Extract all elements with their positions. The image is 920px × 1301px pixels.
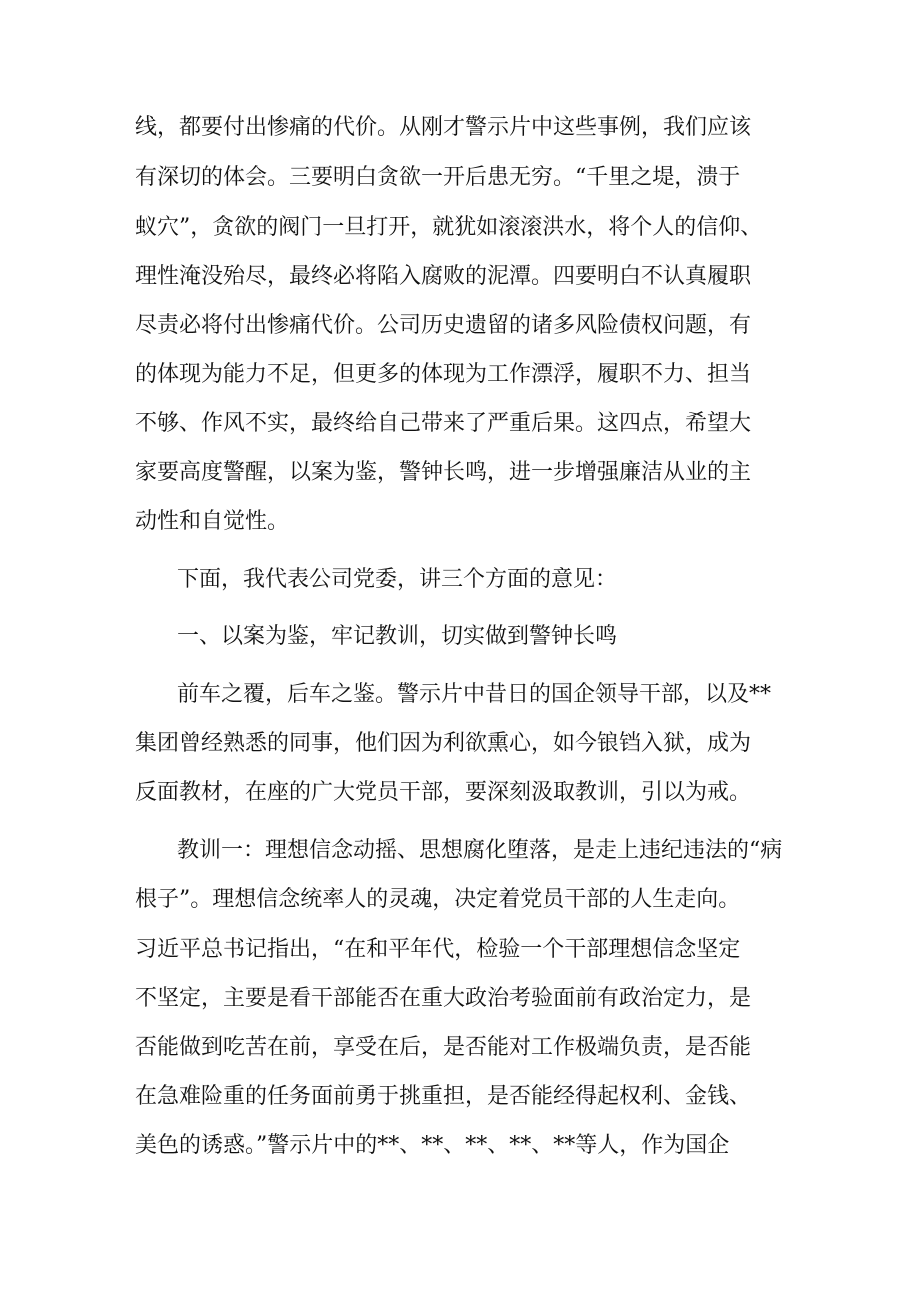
text-line: 不够、作风不实，最终给自己带来了严重后果。这四点，希望大 (135, 411, 752, 436)
text-line: 蚁穴”，贪欲的阀门一旦打开，就犹如滚滚洪水，将个人的信仰、 (135, 215, 763, 240)
text-line: 不坚定，主要是看干部能否在重大政治考验面前有政治定力，是 (135, 986, 752, 1011)
text-line: 集团曾经熟悉的同事，他们因为利欲熏心，如今锒铛入狱，成为 (135, 731, 752, 756)
text-line: 线，都要付出惨痛的代价。从刚才警示片中这些事例，我们应该 (135, 115, 752, 140)
text-line: 动性和自觉性。 (135, 509, 290, 534)
text-line: 习近平总书记指出，“在和平年代，检验一个干部理想信念坚定 (135, 937, 741, 962)
text-line: 否能做到吃苦在前，享受在后，是否能对工作极端负责，是否能 (135, 1035, 752, 1060)
text-line: 的体现为能力不足，但更多的体现为工作漂浮，履职不力、担当 (135, 362, 752, 387)
text-line: 有深切的体会。三要明白贪欲一开后患无穷。“千里之堤，溃于 (135, 165, 741, 190)
heading-line: 一、以案为鉴，牢记教训，切实做到警钟长鸣 (177, 624, 618, 649)
text-line: 在急难险重的任务面前勇于挑重担，是否能经得起权利、金钱、 (135, 1084, 752, 1109)
text-line: 教训一：理想信念动摇、思想腐化堕落，是走上违纪违法的“病 (177, 838, 783, 863)
text-line: 美色的诱惑。”警示片中的**、**、**、**、**等人，作为国企 (135, 1133, 730, 1158)
text-line: 根子”。理想信念统率人的灵魂，决定着党员干部的人生走向。 (135, 887, 741, 912)
text-line: 反面教材，在座的广大党员干部，要深刻汲取教训，引以为戒。 (135, 780, 752, 805)
text-line: 前车之覆，后车之鉴。警示片中昔日的国企领导干部，以及** (177, 682, 772, 707)
text-line: 尽责必将付出惨痛代价。公司历史遗留的诸多风险债权问题，有 (135, 313, 752, 338)
text-line: 家要高度警醒，以案为鉴，警钟长鸣，进一步增强廉洁从业的主 (135, 460, 752, 485)
text-line: 下面，我代表公司党委，讲三个方面的意见： (177, 567, 618, 592)
text-line: 理性淹没殆尽，最终必将陷入腐败的泥潭。四要明白不认真履职 (135, 264, 752, 289)
